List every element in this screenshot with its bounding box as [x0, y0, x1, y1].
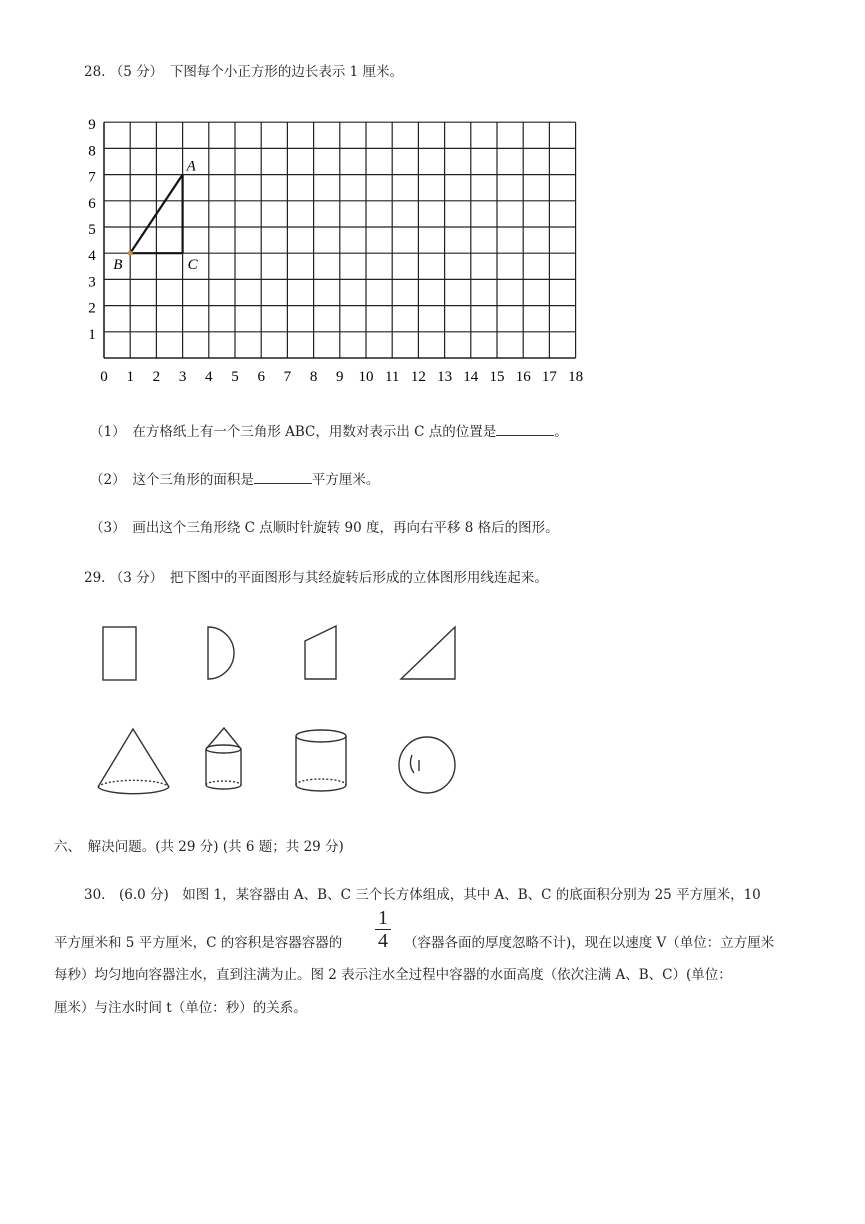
y-tick-label: 5	[88, 222, 96, 238]
trapezoid-shape	[305, 626, 336, 679]
y-tick-label: 8	[88, 143, 96, 160]
y-tick-label: 7	[88, 169, 96, 186]
semicircle-shape	[208, 627, 234, 679]
shapes-figure	[90, 615, 510, 815]
section6-header: 六、 解决问题。(共 29 分) (共 6 题；共 29 分)	[54, 839, 344, 855]
x-tick-label: 9	[336, 369, 344, 385]
q28-sub1	[90, 420, 568, 440]
sphere-solid	[399, 737, 455, 793]
x-tick-label: 8	[309, 369, 318, 385]
x-tick-label: 4	[205, 369, 213, 385]
q30-line4: 厘米）与注水时间 t（单位：秒）的关系。	[54, 1000, 307, 1016]
y-tick-label: 9	[88, 117, 96, 134]
q30-line3: 每秒）均匀地向容器注水，直到注满为止。图 2 表示注水全过程中容器的水面高度（依次注满 A、B、C）(单位：	[54, 967, 732, 983]
q29-header: 29. （3 分） 把下图中的平面图形与其经旋转后形成的立体图形用线连起来。	[84, 570, 548, 586]
q28-sub1-text: （1） 在方格纸上有一个三角形 ABC，用数对表示出 C 点的位置是	[90, 424, 497, 440]
q28-sub2-text: （2） 这个三角形的面积是	[90, 472, 254, 488]
fraction-numerator: 1	[378, 907, 388, 929]
x-tick-label: 13	[437, 369, 453, 385]
coordinate-grid	[80, 105, 680, 395]
x-tick-label: 5	[231, 369, 239, 385]
x-tick-label: 17	[541, 369, 557, 385]
x-tick-label: 15	[489, 369, 505, 385]
q30-line2a: 平方厘米和 5 平方厘米，C 的容积是容器容器的	[54, 935, 343, 951]
point-c-label: C	[187, 257, 198, 274]
x-tick-label: 10	[358, 369, 374, 385]
y-axis-ticks	[88, 117, 96, 343]
y-tick-label: 3	[88, 274, 96, 291]
x-tick-label: 14	[463, 369, 479, 385]
x-tick-label: 3	[178, 369, 187, 385]
q28-sub1-end: 。	[554, 424, 568, 440]
fraction-denominator: 4	[378, 930, 388, 952]
x-tick-label: 12	[410, 369, 426, 385]
cylinder-with-cone-solid	[206, 728, 241, 789]
fraction-one-quarter	[375, 908, 391, 951]
x-tick-label: 16	[515, 369, 531, 385]
right-triangle-shape	[401, 627, 455, 679]
q28-header: 28. （5 分） 下图每个小正方形的边长表示 1 厘米。	[84, 64, 404, 80]
cylinder-solid	[296, 730, 346, 791]
q28-sub2	[90, 468, 379, 488]
q30-line2b: （容器各面的厚度忽略不计)，现在以速度 V（单位：立方厘米	[404, 935, 775, 951]
q30-line1: 30. (6.0 分) 如图 1，某容器由 A、B、C 三个长方体组成，其中 A、B、C 的底面积分别为 25 平方厘米，10	[84, 887, 761, 903]
x-tick-label: 11	[384, 369, 400, 385]
answer-blank-1[interactable]	[496, 423, 554, 436]
x-tick-label: 7	[283, 369, 292, 385]
x-tick-label: 6	[257, 369, 265, 385]
point-a-label: A	[186, 158, 196, 175]
rectangle-shape	[103, 627, 136, 680]
x-axis-ticks	[100, 369, 583, 385]
point-b-marker	[128, 251, 133, 256]
x-tick-label: 0	[100, 369, 108, 385]
cone-solid	[98, 729, 169, 794]
answer-blank-2[interactable]	[254, 471, 312, 484]
y-tick-label: 1	[88, 326, 96, 343]
y-tick-label: 2	[88, 300, 96, 317]
x-tick-label: 18	[568, 369, 584, 385]
point-b-label: B	[113, 257, 123, 274]
grid-lines	[104, 122, 576, 358]
q28-sub2-end: 平方厘米。	[311, 472, 380, 488]
x-tick-label: 2	[152, 369, 161, 385]
y-tick-label: 4	[88, 248, 96, 265]
y-tick-label: 6	[88, 195, 96, 212]
x-tick-label: 1	[126, 369, 134, 385]
q28-sub3: （3） 画出这个三角形绕 C 点顺时针旋转 90 度，再向右平移 8 格后的图形。	[90, 520, 559, 536]
